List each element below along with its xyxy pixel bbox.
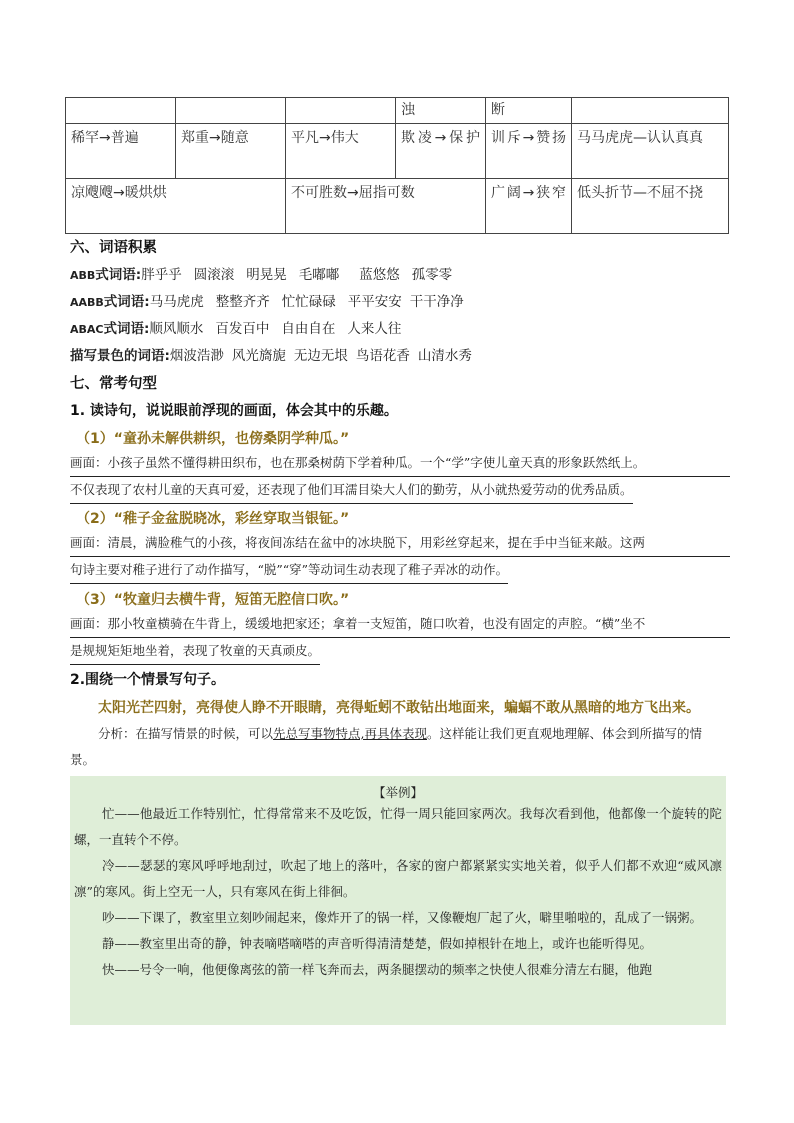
scenery-word-line xyxy=(70,344,472,364)
word: 鸟语花香 xyxy=(355,348,410,364)
example-item: 忙——他最近工作特别忙，忙得常常来不及吃饭，忙得一周只能回家两次。我每次看到他，他都像一个旋转的陀螺，一直转个不停。 xyxy=(74,806,722,847)
note-line: 画面：那小牧童横骑在牛背上，缓缓地把家还；拿着一支短笛，随口吹着，也没有固定的声腔。“横”坐不 xyxy=(70,611,730,638)
word: 孤零零 xyxy=(411,267,453,283)
table-cell xyxy=(572,98,729,124)
word: 百发百中 xyxy=(215,321,270,337)
example-title: 【举例】 xyxy=(372,785,423,800)
table-cell xyxy=(286,98,396,124)
poem-1-note xyxy=(70,450,730,513)
table-row xyxy=(66,98,729,124)
note-line: 画面：小孩子虽然不懂得耕田织布，也在那桑树荫下学着种瓜。一个“学”字使儿童天真的形象跃然纸上。 xyxy=(70,450,730,477)
word: 明晃晃 xyxy=(246,267,287,283)
table-cell: 马马虎虎—认认真真 xyxy=(572,124,729,179)
word: 整整齐齐 xyxy=(215,294,270,310)
word: 山清水秀 xyxy=(417,348,472,364)
word: 人来人往 xyxy=(347,321,402,337)
word: 顺风顺水 xyxy=(149,321,204,337)
table-cell: 断 xyxy=(486,98,572,124)
word: 烟波浩渺 xyxy=(169,348,224,364)
example-item: 冷——瑟瑟的寒风呼呼地刮过，吹起了地上的落叶，各家的窗户都紧紧实实地关着，似乎人们都不欢迎“威风凛凛”的寒风。街上空无一人，只有寒风在街上徘徊。 xyxy=(74,858,722,899)
poem-line-2: （2）“稚子金盆脱晓冰，彩丝穿取当银钲。” xyxy=(76,511,350,527)
word: 干干净净 xyxy=(409,294,464,310)
abb-word-line xyxy=(70,263,452,283)
analysis-paragraph: 分析：在描写情景的时候，可以先总写事物特点,再具体表现。这样能让我们更直观地理解、体会到所描写的情景。 xyxy=(70,726,703,767)
section-7-heading: 七、常考句型 xyxy=(70,376,157,392)
word-type-label: ABAC式词语: xyxy=(70,321,150,337)
word: 圆滚滚 xyxy=(193,267,235,283)
poem-line-3: （3）“牧童归去横牛背，短笛无腔信口吹。” xyxy=(76,592,350,608)
table-cell: 平凡→伟大 xyxy=(286,124,396,179)
word: 忙忙碌碌 xyxy=(281,294,336,310)
question-2: 2.围绕一个情景写句子。 xyxy=(70,672,226,688)
table-cell: 欺凌→保护 xyxy=(396,124,486,179)
example-item: 吵——下课了，教室里立刻吵闹起来，像炸开了的锅一样，又像鞭炮厂起了火，噼里啪啦的，乱成了一锅粥。 xyxy=(102,910,703,925)
note-line: 句诗主要对稚子进行了动作描写，“脱”“穿”等动词生动表现了稚子弄冰的动作。 xyxy=(70,557,508,584)
word-type-label: 描写景色的词语: xyxy=(70,348,170,364)
example-sentence: 太阳光芒四射，亮得使人睁不开眼睛，亮得蚯蚓不敢钻出地面来，蝙蝠不敢从黑暗的地方飞出来。 xyxy=(98,700,700,716)
word: 自由自在 xyxy=(281,321,336,337)
abac-word-line xyxy=(70,317,401,337)
note-line: 是规规矩矩地坐着，表现了牧童的天真顽皮。 xyxy=(70,638,320,665)
word: 风光旖旎 xyxy=(231,348,286,364)
poem-3-note xyxy=(70,611,730,674)
word: 蓝悠悠 xyxy=(359,267,400,283)
table-cell: 凉飕飕→暖烘烘 xyxy=(66,179,286,234)
poem-line-1: （1）“童孙未解供耕织，也傍桑阴学种瓜。” xyxy=(76,431,350,447)
table-cell xyxy=(66,98,176,124)
note-line: 不仅表现了农村儿童的天真可爱，还表现了他们耳濡目染大人们的勤劳，从小就热爱劳动的优秀品质。 xyxy=(70,477,633,504)
word: 马马虎虎 xyxy=(149,294,204,310)
table-cell: 广阔→狭窄 xyxy=(486,179,572,234)
word: 平平安安 xyxy=(347,294,402,310)
table-row xyxy=(66,124,729,179)
poem-2-note xyxy=(70,530,730,593)
word: 无边无垠 xyxy=(293,348,348,364)
example-box xyxy=(70,776,726,1025)
example-item: 静——教室里出奇的静，钟表嘀嗒嘀嗒的声音听得清清楚楚，假如掉根针在地上，或许也能听得见。 xyxy=(102,936,653,951)
word: 毛嘟嘟 xyxy=(298,267,340,283)
aabb-word-line xyxy=(70,290,464,310)
antonym-table xyxy=(65,97,729,234)
word-type-label: AABB式词语: xyxy=(70,294,150,310)
note-line: 画面：清晨，满脸稚气的小孩，将夜间冻结在盆中的冰块脱下，用彩丝穿起来，提在手中当钲来敲。这两 xyxy=(70,530,730,557)
question-1: 1. 读诗句，说说眼前浮现的画面，体会其中的乐趣。 xyxy=(70,403,398,419)
example-item: 快——号令一响，他便像离弦的箭一样飞奔而去，两条腿摆动的频率之快使人很难分清左右腿，他跑 xyxy=(102,962,653,977)
table-cell: 训斥→赞扬 xyxy=(486,124,572,179)
word: 胖乎乎 xyxy=(141,267,182,283)
section-6-heading: 六、词语积累 xyxy=(70,240,157,256)
table-row xyxy=(66,179,729,234)
table-cell: 稀罕→普遍 xyxy=(66,124,176,179)
table-cell: 郑重→随意 xyxy=(176,124,286,179)
table-cell: 浊 xyxy=(396,98,486,124)
word-type-label: ABB式词语: xyxy=(70,267,142,283)
table-cell: 不可胜数→屈指可数 xyxy=(286,179,486,234)
table-cell xyxy=(176,98,286,124)
table-cell: 低头折节—不屈不挠 xyxy=(572,179,729,234)
